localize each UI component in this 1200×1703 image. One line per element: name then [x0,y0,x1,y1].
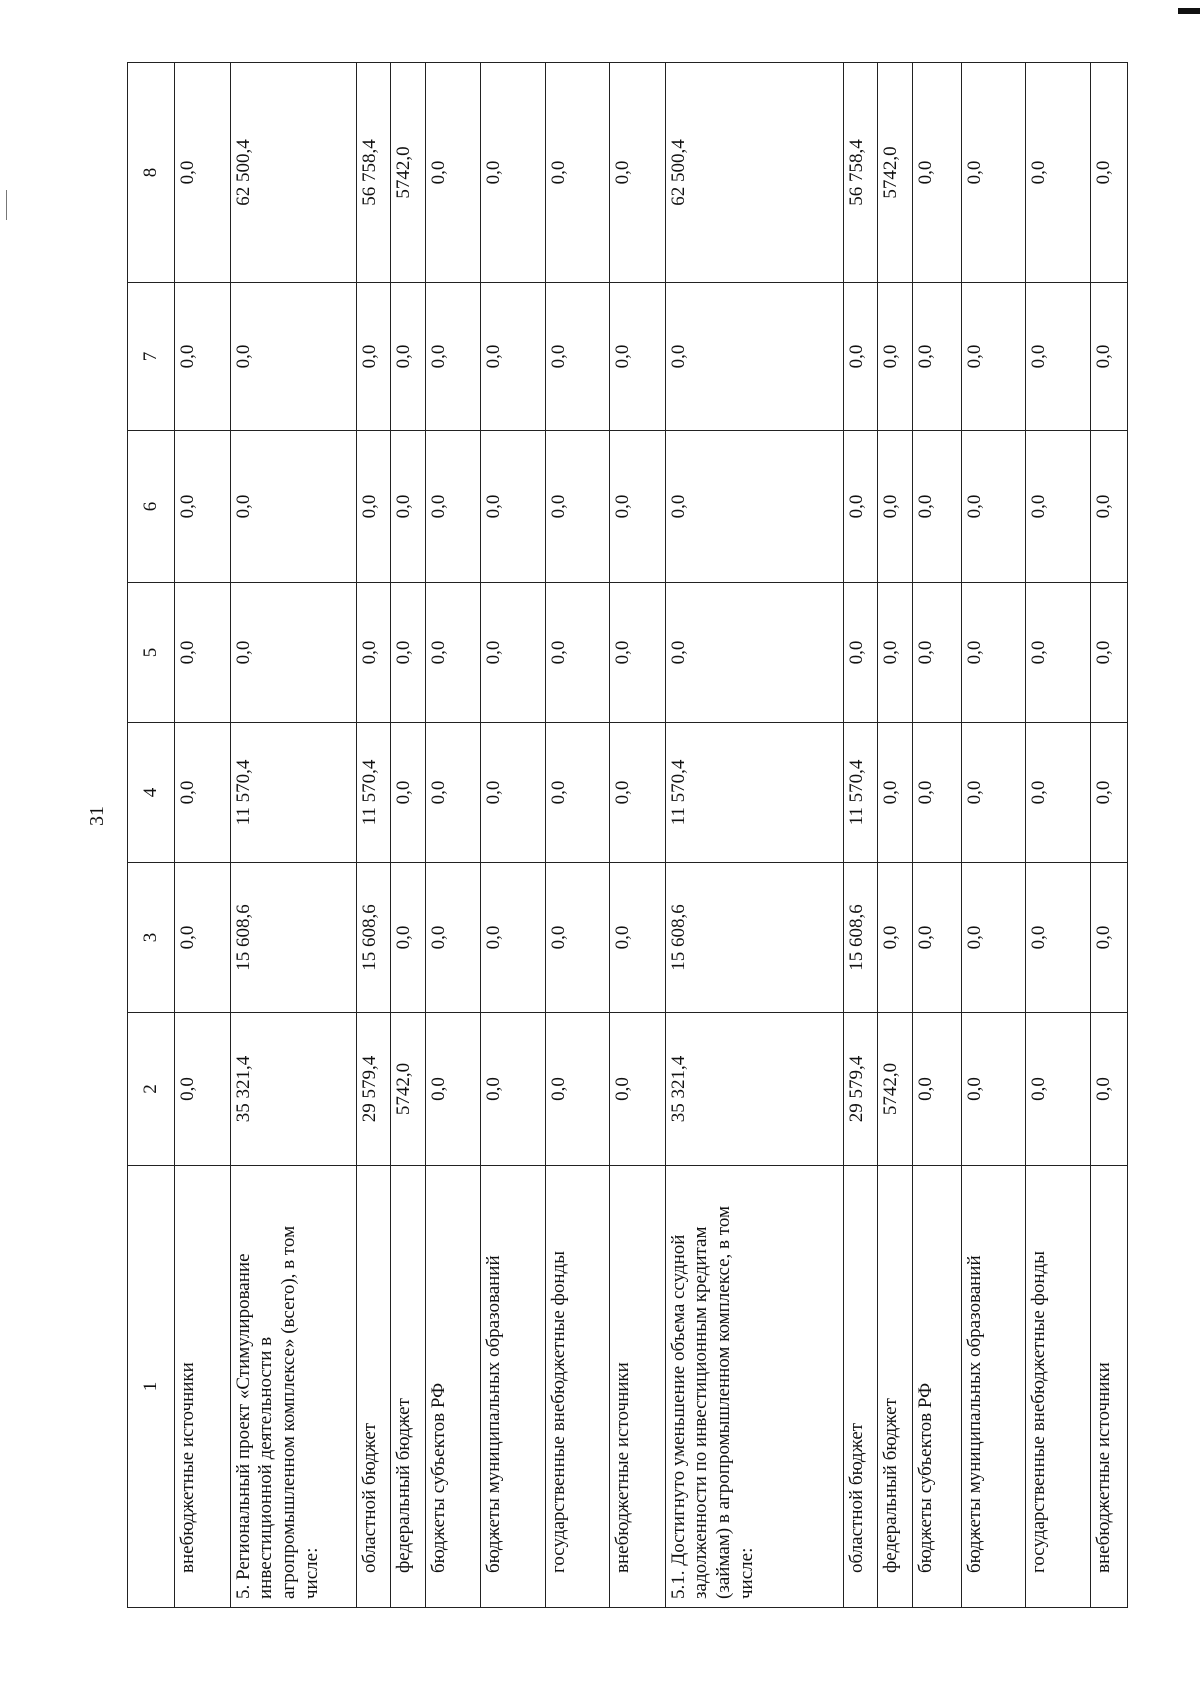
value-cell: 0,0 [665,583,843,723]
value-cell: 0,0 [665,431,843,583]
value-cell: 0,0 [545,863,609,1013]
value-cell: 0,0 [425,431,481,583]
table-row [545,63,609,1608]
value-cell: 0,0 [391,863,425,1013]
row-label: государственные внебюджетные фонды [545,1166,609,1608]
row-label: внебюджетные источники [610,1166,666,1608]
value-cell: 0,0 [175,63,231,283]
value-cell: 0,0 [912,723,961,863]
value-cell: 11 570,4 [843,723,877,863]
value-cell: 0,0 [230,283,356,431]
row-label: внебюджетные источники [1090,1166,1127,1608]
value-cell: 0,0 [610,1013,666,1166]
table-row [425,63,481,1608]
value-cell: 0,0 [425,63,481,283]
value-cell: 0,0 [1090,583,1127,723]
value-cell: 15 608,6 [230,863,356,1013]
row-label: государственные внебюджетные фонды [1026,1166,1090,1608]
value-cell: 0,0 [610,863,666,1013]
value-cell: 0,0 [878,431,912,583]
value-cell: 56 758,4 [356,63,390,283]
value-cell: 0,0 [878,863,912,1013]
table-row [1090,63,1127,1608]
value-cell: 0,0 [665,283,843,431]
value-cell: 0,0 [175,723,231,863]
value-cell: 0,0 [481,1013,545,1166]
table-row [878,63,912,1608]
table-row [610,63,666,1608]
value-cell: 0,0 [1026,283,1090,431]
table-row [665,63,843,1608]
value-cell: 0,0 [610,431,666,583]
value-cell: 0,0 [356,431,390,583]
page-number: 31 [86,806,108,826]
value-cell: 0,0 [391,583,425,723]
table-row [912,63,961,1608]
header-cell: 7 [128,283,175,431]
value-cell: 0,0 [843,583,877,723]
corner-mark [1178,8,1200,14]
row-label: бюджеты субъектов РФ [912,1166,961,1608]
table-header-row [128,63,175,1608]
value-cell: 29 579,4 [356,1013,390,1166]
row-label: внебюджетные источники [175,1166,231,1608]
value-cell: 0,0 [545,63,609,283]
value-cell: 0,0 [481,431,545,583]
row-label: бюджеты муниципальных образований [962,1166,1026,1608]
header-cell: 6 [128,431,175,583]
value-cell: 0,0 [425,1013,481,1166]
value-cell: 0,0 [912,431,961,583]
value-cell: 0,0 [425,863,481,1013]
value-cell: 0,0 [912,283,961,431]
value-cell: 0,0 [1090,431,1127,583]
row-label: бюджеты муниципальных образований [481,1166,545,1608]
value-cell: 0,0 [610,63,666,283]
value-cell: 0,0 [175,431,231,583]
value-cell: 0,0 [545,723,609,863]
scan-artifact [6,190,7,220]
value-cell: 62 500,4 [230,63,356,283]
header-cell: 5 [128,583,175,723]
value-cell: 0,0 [962,583,1026,723]
header-cell: 8 [128,63,175,283]
value-cell: 0,0 [391,723,425,863]
rotated-table-wrapper [127,63,1128,1608]
value-cell: 29 579,4 [843,1013,877,1166]
value-cell: 0,0 [610,583,666,723]
value-cell: 0,0 [912,863,961,1013]
value-cell: 0,0 [356,283,390,431]
value-cell: 0,0 [912,1013,961,1166]
value-cell: 0,0 [962,863,1026,1013]
value-cell: 5742,0 [878,63,912,283]
value-cell: 0,0 [1090,63,1127,283]
value-cell: 0,0 [175,583,231,723]
value-cell: 0,0 [1026,63,1090,283]
value-cell: 11 570,4 [356,723,390,863]
value-cell: 0,0 [962,431,1026,583]
value-cell: 0,0 [425,723,481,863]
value-cell: 0,0 [610,283,666,431]
value-cell: 0,0 [481,63,545,283]
value-cell: 0,0 [391,431,425,583]
table-row [962,63,1026,1608]
value-cell: 11 570,4 [230,723,356,863]
value-cell: 0,0 [230,583,356,723]
table-row [843,63,877,1608]
header-cell: 1 [128,1166,175,1608]
value-cell: 0,0 [962,723,1026,863]
value-cell: 35 321,4 [665,1013,843,1166]
value-cell: 0,0 [545,1013,609,1166]
value-cell: 0,0 [545,283,609,431]
value-cell: 0,0 [878,583,912,723]
value-cell: 5742,0 [878,1013,912,1166]
value-cell: 0,0 [610,723,666,863]
value-cell: 0,0 [1090,283,1127,431]
value-cell: 0,0 [175,283,231,431]
table-row [1026,63,1090,1608]
value-cell: 0,0 [1026,431,1090,583]
value-cell: 15 608,6 [356,863,390,1013]
value-cell: 0,0 [912,63,961,283]
header-cell: 3 [128,863,175,1013]
row-label: 5. Региональный проект «Стимулирование инвестиционной деятельности в агропромышленном комплексе» (всего), в том числе: [230,1166,356,1608]
value-cell: 0,0 [481,283,545,431]
value-cell: 0,0 [481,723,545,863]
value-cell: 15 608,6 [843,863,877,1013]
value-cell: 0,0 [1090,723,1127,863]
value-cell: 0,0 [1026,723,1090,863]
value-cell: 0,0 [878,283,912,431]
value-cell: 0,0 [545,431,609,583]
table-row [481,63,545,1608]
row-label: федеральный бюджет [878,1166,912,1608]
row-label: 5.1. Достигнуто уменьшение объема ссудной задолженности по инвестиционным кредитам (займам) в агропромышленном комплексе, в том числе: [665,1166,843,1608]
value-cell: 0,0 [391,283,425,431]
header-cell: 2 [128,1013,175,1166]
value-cell: 0,0 [1090,863,1127,1013]
header-cell: 4 [128,723,175,863]
value-cell: 0,0 [425,283,481,431]
value-cell: 0,0 [962,63,1026,283]
value-cell: 0,0 [356,583,390,723]
value-cell: 0,0 [878,723,912,863]
value-cell: 0,0 [175,863,231,1013]
row-label: областной бюджет [843,1166,877,1608]
value-cell: 5742,0 [391,63,425,283]
table-row [230,63,356,1608]
value-cell: 0,0 [843,283,877,431]
budget-table [127,62,1128,1608]
value-cell: 0,0 [962,1013,1026,1166]
table-row [391,63,425,1608]
value-cell: 5742,0 [391,1013,425,1166]
value-cell: 35 321,4 [230,1013,356,1166]
table-row [175,63,231,1608]
value-cell: 0,0 [545,583,609,723]
value-cell: 0,0 [425,583,481,723]
table-row [356,63,390,1608]
value-cell: 0,0 [1026,1013,1090,1166]
value-cell: 0,0 [843,431,877,583]
value-cell: 11 570,4 [665,723,843,863]
value-cell: 0,0 [912,583,961,723]
row-label: областной бюджет [356,1166,390,1608]
value-cell: 0,0 [481,583,545,723]
value-cell: 0,0 [1026,863,1090,1013]
value-cell: 62 500,4 [665,63,843,283]
value-cell: 0,0 [175,1013,231,1166]
row-label: федеральный бюджет [391,1166,425,1608]
value-cell: 0,0 [962,283,1026,431]
value-cell: 0,0 [1090,1013,1127,1166]
value-cell: 56 758,4 [843,63,877,283]
value-cell: 0,0 [481,863,545,1013]
row-label: бюджеты субъектов РФ [425,1166,481,1608]
value-cell: 15 608,6 [665,863,843,1013]
value-cell: 0,0 [230,431,356,583]
value-cell: 0,0 [1026,583,1090,723]
